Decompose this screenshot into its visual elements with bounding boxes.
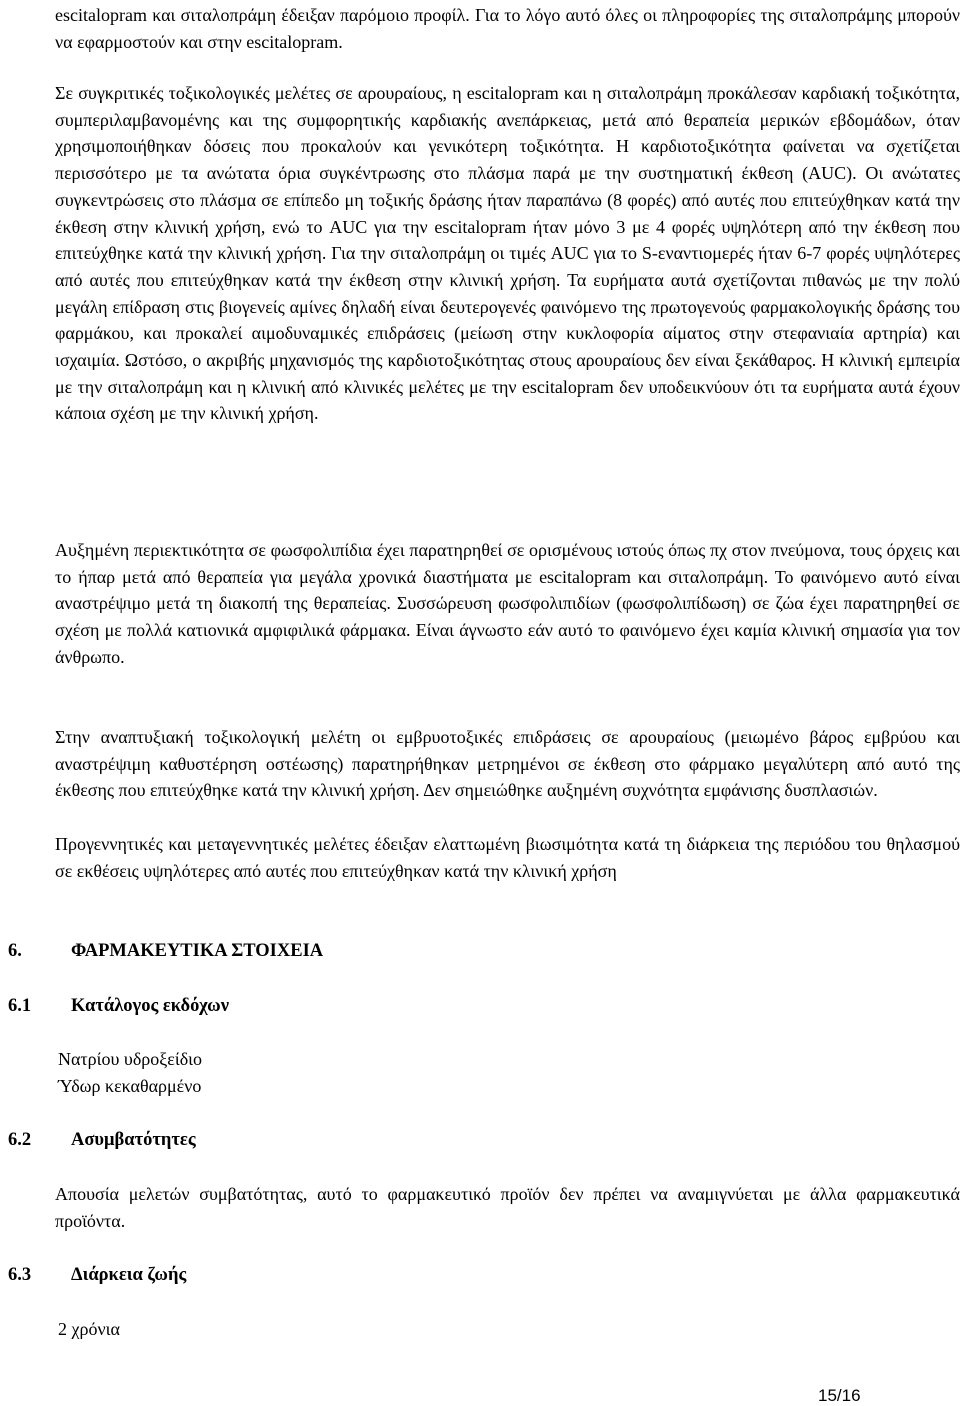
section-title: ΦΑΡΜΑΚΕΥΤΙΚΑ ΣΤΟΙΧΕΙΑ (71, 941, 324, 961)
section-heading-shelf-life (8, 1262, 186, 1288)
paragraph-cardiotoxicity: Σε συγκριτικές τοξικολογικές μελέτες σε αρουραίους, η escitalopram και η σιταλοπράμη προκάλεσαν καρδιακή τοξικότητα, συμπεριλαμβανομένης και της συμφορητικής καρδιακής ανεπάρκειας, μετά από θεραπεία μερικών εβδομάδων, όταν χρησιμοποιήθηκαν δόσεις που προκαλούν και γενικότερη τοξικότητα. Η καρδιοτοξικότητα φαίνεται να σχετίζεται περισσότερο με τα ανώτατα όρια συγκέντρωσης στο πλάσμα παρά με την συστηματική έκθεση (AUC). Οι ανώτατες συγκεντρώσεις στο πλάσμα σε επίπεδο μη τοξικής δράσης ήταν παραπάνω (8 φορές) από αυτές που επιτεύχθηκαν κατά την έκθεση στην κλινική χρήση, ενώ το AUC για την escitalopram ήταν μόνο 3 με 4 φορές υψηλότερη από την έκθεση που επιτεύχθηκε κατά την κλινική χρήση. Για την σιταλοπράμη οι τιμές AUC για το S-εναντιομερές ήταν 6-7 φορές υψηλότερες από αυτές που επιτεύχθηκαν κατά την έκθεση στην κλινική χρήση. Τα ευρήματα αυτά σχετίζονται πιθανώς με την πολύ μεγάλη επίδραση στις βιογενείς αμίνες δηλαδή είναι δευτερογενές φαινόμενο της πρωτογενούς φαρμακολογικής δράσης του φαρμάκου, και προκαλεί αιμοδυναμικές επιδράσεις (μείωση στην κυκλοφορία αίματος στην στεφανιαία αρτηρία) και ισχαιμία. Ωστόσο, ο ακριβής μηχανισμός της καρδιοτοξικότητας στους αρουραίους δεν είναι ξεκάθαρος. Η κλινική εμπειρία με την σιταλοπράμη και η κλινική από κλινικές μελέτες με την escitalopram δεν υποδεικνύουν ότι τα ευρήματα αυτά έχουν κάποια σχέση με την κλινική χρήση. (55, 83, 960, 424)
paragraph-prenatal-postnatal: Προγεννητικές και μεταγεννητικές μελέτες έδειξαν ελαττωμένη βιωσιμότητα κατά τη διάρκεια της περιόδου του θηλασμού σε εκθέσεις υψηλότερες από αυτές που επιτεύχθηκαν κατά την κλινική χρήση (55, 834, 960, 881)
section-heading-pharmaceutical-particulars (8, 938, 323, 964)
shelf-life-value: 2 χρόνια (58, 1319, 120, 1339)
excipient-item: Νατρίου υδροξείδιο (58, 1049, 203, 1069)
section-heading-excipients (8, 993, 229, 1019)
section-title: Ασυμβατότητες (71, 1130, 196, 1150)
section-title: Διάρκεια ζωής (71, 1265, 187, 1285)
section-number: 6. (8, 941, 22, 961)
section-number: 6.3 (8, 1265, 32, 1285)
paragraph-phospholipids: Αυξημένη περιεκτικότητα σε φωσφολιπίδια έχει παρατηρηθεί σε ορισμένους ιστούς όπως πχ στον πνεύμονα, τους όρχεις και το ήπαρ μετά από θεραπεία για μεγάλα χρονικά διαστήματα με escitalopram και σιταλοπράμη. Το φαινόμενο αυτό είναι αναστρέψιμο μετά τη διακοπή της θεραπείας. Συσσώρευση φωσφολιπιδίων (φωσφολιπίδωση) σε ζώα έχει παρατηρηθεί σε σχέση με πολλά κατιονικά αμφιφιλικά φάρμακα. Είναι άγνωστο εάν αυτό το φαινόμενο έχει καμία κλινική σημασία για τον άνθρωπο. (55, 540, 960, 667)
page-number: 15/16 (818, 1386, 861, 1405)
section-number: 6.2 (8, 1130, 32, 1150)
paragraph-similarity: escitalopram και σιταλοπράμη έδειξαν παρόμοιο προφίλ. Για το λόγο αυτό όλες οι πληροφορίες της σιταλοπράμης μπορούν να εφαρμοστούν και στην escitalopram. (55, 5, 960, 52)
section-number: 6.1 (8, 996, 32, 1016)
paragraph-incompatibilities: Απουσία μελετών συμβατότητας, αυτό το φαρμακευτικό προϊόν δεν πρέπει να αναμιγνύεται με άλλα φαρμακευτικά προϊόντα. (55, 1184, 960, 1231)
paragraph-developmental-toxicity: Στην αναπτυξιακή τοξικολογική μελέτη οι εμβρυοτοξικές επιδράσεις σε αρουραίους (μειωμένο βάρος εμβρύου και αναστρέψιμη καθυστέρηση οστέωσης) παρατηρήθηκαν μετρημένοι σε έκθεση στο φάρμακο μεγαλύτερη από αυτό της έκθεσης που επιτεύχθηκε κατά την κλινική χρήση. Δεν σημειώθηκε αυξημένη συχνότητα εμφάνισης δυσπλασιών. (55, 727, 960, 801)
section-heading-incompatibilities (8, 1127, 196, 1153)
section-title: Κατάλογος εκδόχων (71, 996, 229, 1016)
excipient-item: Ύδωρ κεκαθαρμένο (58, 1076, 202, 1096)
